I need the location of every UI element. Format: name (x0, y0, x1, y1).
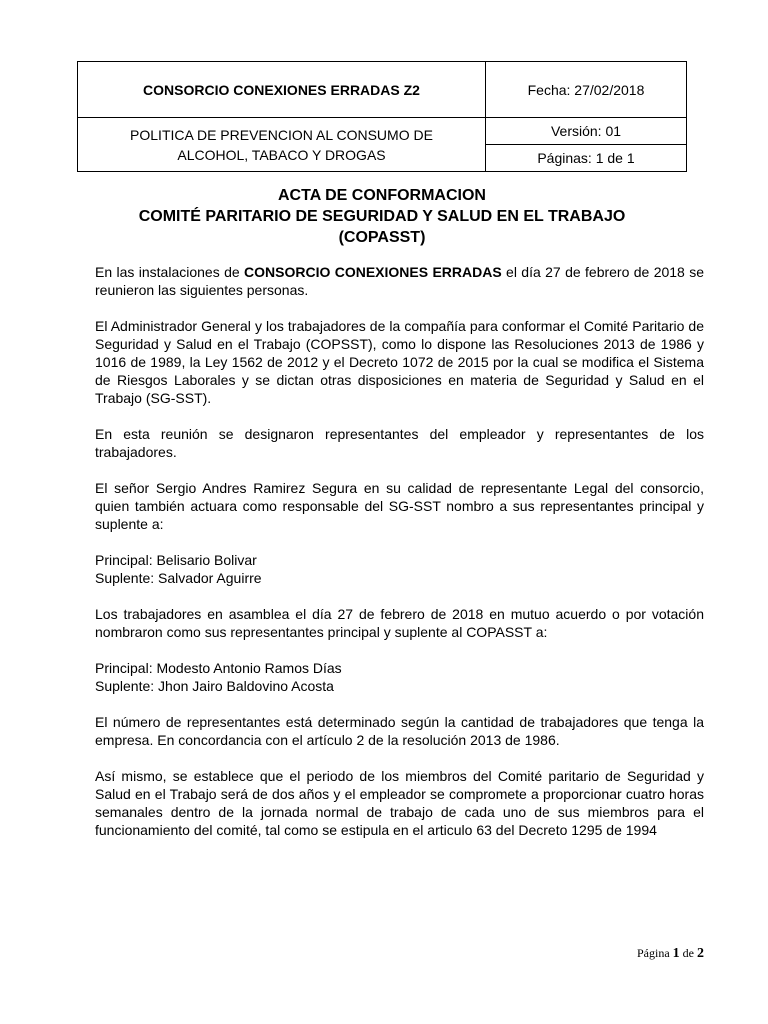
title-line3: (COPASST) (338, 229, 426, 246)
policy-title-line1: POLITICA DE PREVENCION AL CONSUMO DE (130, 126, 433, 143)
title-line2: COMITÉ PARITARIO DE SEGURIDAD Y SALUD EN EL TRABAJO (138, 208, 626, 225)
paragraph-committee-period: Así mismo, se establece que el periodo de los miembros del Comité paritario de Seguridad y Salud en el Trabajo será de dos años y el empleador se compromete a proporcionar cuatro horas semanales dentro de la jornada normal de trabajo de cada uno de sus miembros para el funcionamiento del comité, tal como se estipula en el articulo 63 del Decreto 1295 de 1994 (95, 768, 704, 838)
title-line1: ACTA DE CONFORMACION (278, 187, 486, 204)
paragraph-workers-vote: Los trabajadores en asamblea el día 27 de febrero de 2018 en mutuo acuerdo o por votación nombraron como sus representantes principal y suplente al COPASST a: (95, 606, 704, 640)
document-header-table (77, 61, 687, 172)
page-current: 1 (672, 946, 680, 961)
intro-company-name: CONSORCIO CONEXIONES ERRADAS (244, 264, 502, 280)
paragraph-representative-count: El número de representantes está determinado según la cantidad de trabajadores que tenga la empresa. En concordancia con el artículo 2 de la resolución 2013 de 1986. (95, 714, 704, 748)
intro-text-start: En las instalaciones de (95, 264, 245, 280)
version-cell: Versión: 01 (486, 118, 687, 145)
paragraph-intro (95, 263, 704, 299)
policy-title-cell (78, 118, 486, 172)
employer-representatives (95, 551, 704, 587)
employer-principal: Principal: Belisario Bolivar (95, 552, 257, 568)
pages-cell: Páginas: 1 de 1 (486, 145, 687, 172)
date-cell: Fecha: 27/02/2018 (486, 62, 687, 118)
workers-representatives (95, 659, 704, 695)
intro-text-end: el día 27 de febrero de 2018 se reunieron las siguientes personas. (95, 264, 704, 298)
paragraph-legal-basis: El Administrador General y los trabajadores de la compañía para conformar el Comité Paritario de Seguridad y Salud en el Trabajo (COPSST), como lo dispone las Resoluciones 2013 de 1986 y 1016 de 1989, la Ley 1562 de 2012 y el Decreto 1072 de 2015 por la cual se modifica el Sistema de Riesgos Laborales y se dictan otras disposiciones en materia de Seguridad y Salud en el Trabajo (SG-SST). (95, 318, 704, 406)
workers-suplente: Suplente: Jhon Jairo Baldovino Acosta (95, 678, 334, 694)
employer-suplente: Suplente: Salvador Aguirre (95, 570, 262, 586)
policy-title-line2: ALCOHOL, TABACO Y DROGAS (177, 146, 386, 163)
paragraph-employer-rep: El señor Sergio Andres Ramirez Segura en su calidad de representante Legal del consorcio, quien también actuara como responsable del SG-SST nombro a sus representantes principal y suplente a: (95, 480, 704, 532)
page-label: Página (637, 946, 673, 960)
page-of-label: de (679, 946, 697, 960)
page-total: 2 (697, 946, 704, 961)
document-title (77, 185, 687, 248)
workers-principal: Principal: Modesto Antonio Ramos Días (95, 660, 342, 676)
paragraph-designation: En esta reunión se designaron representantes del empleador y representantes de los trabajadores. (95, 426, 704, 460)
page-number-footer (560, 946, 704, 962)
company-name-cell: CONSORCIO CONEXIONES ERRADAS Z2 (78, 62, 486, 118)
document-body (95, 263, 704, 857)
